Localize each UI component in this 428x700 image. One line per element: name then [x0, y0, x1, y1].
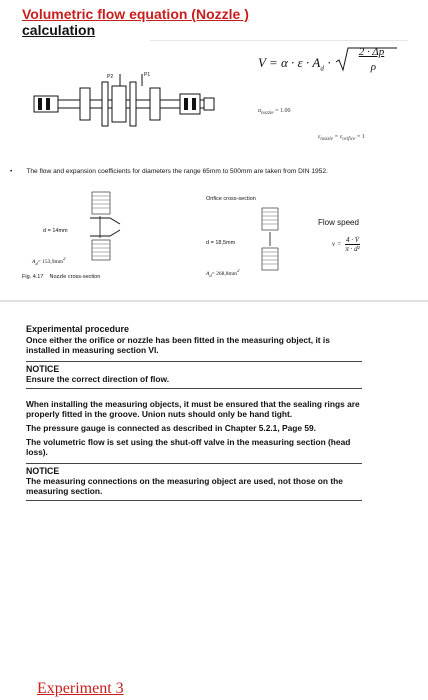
notice-text-2: The measuring connections on the measuring object are used, not those on the measuring section.	[26, 476, 343, 496]
nozzle-cross-section-drawing	[80, 190, 130, 270]
nozzle-area-exp: 2	[63, 256, 66, 261]
alpha-value: = 1.00	[275, 108, 291, 114]
flow-speed-denominator: π · d²	[345, 245, 360, 253]
label-p2: P2	[107, 74, 114, 80]
nozzle-area-label	[32, 256, 65, 266]
orifice-title: Orifice cross-section	[206, 196, 256, 202]
notice-rule-2	[26, 500, 362, 501]
eps-symbol-2: ε	[339, 134, 343, 140]
eps-value: = 1	[356, 134, 365, 140]
eps-sub-1: nozzle	[320, 137, 333, 143]
volumetric-flow-equation: $V = \alpha \cdot \varepsilon \cdot A_d$ · $\frac{2 \cdot \Delta p}{\rho}$	[258, 52, 399, 76]
orifice-area-value: = 268,8mm	[211, 270, 238, 277]
notice-rule-1	[26, 388, 362, 389]
alpha-coefficient	[258, 108, 291, 116]
experiment-heading: Experiment 3	[37, 680, 124, 697]
procedure-paragraph-1: Once either the orifice or nozzle has been fitted in the measuring object, it is installed in measuring section VI.	[26, 335, 330, 355]
flow-speed-formula	[332, 236, 360, 253]
notice-title-1: NOTICE	[26, 364, 60, 374]
notice-box-1	[26, 361, 362, 384]
fig-caption: Nozzle cross-section	[49, 274, 101, 280]
procedure-paragraph-2: When installing the measuring objects, it must be ensured that the sealing rings are properly fitted in the groove. Union nuts should only be hand tight.	[26, 399, 360, 419]
notice-box-2	[26, 463, 362, 496]
sqrt-denominator: ρ	[370, 61, 376, 73]
nozzle-area-sub: d	[35, 260, 38, 266]
notice-title-2: NOTICE	[26, 466, 60, 476]
fig-number: Fig. 4.17	[22, 274, 44, 280]
orifice-cross-section-drawing	[252, 206, 292, 272]
nozzle-caption	[22, 274, 100, 280]
epsilon-coefficient: $\varepsilon_{nozzle} = \varepsilon_{orifice} = 1$	[318, 134, 365, 143]
sqrt-term	[335, 46, 399, 76]
experimental-procedure	[26, 324, 362, 505]
bullet-note	[10, 168, 328, 175]
procedure-heading: Experimental procedure	[26, 324, 130, 334]
equation-sub-d: d	[320, 64, 324, 73]
procedure-paragraph-3: The pressure gauge is connected as described in Chapter 5.2.1, Page 59.	[26, 423, 316, 433]
nozzle-area-symbol: A	[32, 258, 36, 265]
orifice-area-sub: d	[209, 272, 212, 278]
orifice-area-label	[206, 268, 239, 278]
bullet-mark: •	[10, 168, 13, 175]
flow-speed-numerator: 4 · V̇	[346, 236, 360, 244]
notice-text-1: Ensure the correct direction of flow.	[26, 374, 170, 384]
measuring-section-diagram	[30, 72, 230, 132]
label-p1: P1	[144, 72, 151, 78]
orifice-area-exp: 2	[237, 268, 240, 273]
sqrt-numerator: 2 · Δp	[358, 46, 385, 58]
section-separator	[0, 300, 428, 302]
equation-main: V = α · ε · A	[258, 54, 321, 70]
flow-speed-v: v =	[332, 240, 342, 249]
eps-sub-2: orifice	[342, 137, 356, 143]
orifice-d-label: d = 18,5mm	[206, 240, 236, 246]
alpha-sub: nozzle	[261, 111, 274, 117]
eps-symbol-1: ε	[318, 134, 321, 140]
nozzle-area-value: = 153,9mm	[37, 258, 64, 265]
page-title	[22, 6, 249, 38]
nozzle-d-label: d = 14mm	[43, 228, 68, 234]
top-rule	[150, 40, 408, 41]
procedure-paragraph-4: The volumetric flow is set using the shut-off valve in the measuring section (head loss).	[26, 437, 351, 457]
orifice-area-symbol: A	[206, 270, 210, 277]
title-line-1: Volumetric flow equation (Nozzle )	[22, 6, 249, 22]
alpha-symbol: α	[258, 108, 262, 114]
bullet-text: The flow and expansion coefficients for diameters the range 65mm to 500mm are taken from DIN 1952.	[26, 168, 328, 175]
flow-speed-label: Flow speed	[318, 218, 359, 227]
title-line-2: calculation	[22, 22, 96, 38]
